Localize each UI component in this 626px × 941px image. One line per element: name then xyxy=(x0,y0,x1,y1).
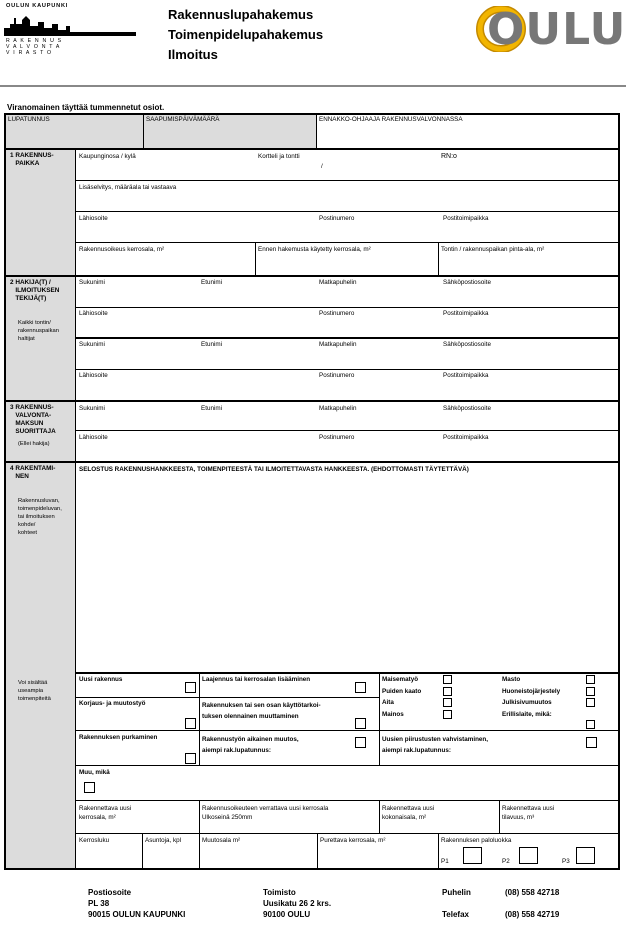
aita-checkbox[interactable] xyxy=(443,698,452,707)
brand-name: OULU xyxy=(487,4,626,55)
footer-telefax-label: Telefax xyxy=(442,910,469,919)
s2-sahkoposti-label-2: Sähköpostiosoite xyxy=(443,341,491,348)
huoneistojarjestely-checkbox[interactable] xyxy=(586,687,595,696)
footer-postiosoite xyxy=(88,887,185,920)
s3-postitoimipaikka-label: Postitoimipaikka xyxy=(443,434,489,441)
s3-sukunimi-label: Sukunimi xyxy=(79,405,105,412)
logo-bottom-line-1: R A K E N N U S xyxy=(6,38,63,44)
p1-label: P1 xyxy=(441,858,449,865)
tilavuus-label: Rakennettava uusi tilavuus, m³ xyxy=(502,805,555,821)
julkisivumuutos-checkbox[interactable] xyxy=(586,698,595,707)
skyline-icon xyxy=(4,10,136,36)
muu-field[interactable] xyxy=(100,767,616,799)
section-2-title: 2 HAKIJA(T) / ILMOITUKSEN TEKIJÄ(T) xyxy=(10,279,60,302)
kayttotarkoitus-checkbox[interactable] xyxy=(355,718,366,729)
form-title-line-1: Rakennuslupahakemus xyxy=(168,7,314,22)
section-2-note: Kaikki tontin/ rakennuspaikan haltijat xyxy=(18,320,59,342)
ennen-hakemusta-field[interactable] xyxy=(257,254,437,274)
lupatunnus-label: LUPATUNNUS xyxy=(8,116,50,123)
s2-matkapuhelin-label-1: Matkapuhelin xyxy=(319,279,357,286)
s1-postinumero-field[interactable] xyxy=(317,223,439,242)
s1-lahiosoite-field[interactable] xyxy=(77,223,315,242)
ennen-hakemusta-label: Ennen hakemusta käytetty kerrosala, m² xyxy=(258,246,371,253)
kayttotarkoitus-label: Rakennuksen tai sen osan käyttötarkoi- tuksen olennainen muuttaminen xyxy=(202,702,321,720)
section-4-note-2: Voi sisältää useampia toimenpiteitä xyxy=(18,680,51,702)
p2-checkbox[interactable] xyxy=(519,847,538,864)
verrattava-kerrosala-label: Rakennusoikeuteen verrattava uusi kerrosala Ulkoseinä 250mm xyxy=(202,805,329,821)
footer-postiosoite-line-2: 90015 OULUN KAUPUNKI xyxy=(88,910,186,919)
lisaselvitys-label: Lisäselvitys, määräala tai vastaava xyxy=(79,184,177,191)
kerrosluku-label: Kerrosluku xyxy=(79,837,110,844)
s3-lahiosoite-label: Lähiosoite xyxy=(79,434,108,441)
s2-hakija1-address-row[interactable] xyxy=(77,318,617,336)
asuntoja-label: Asuntoja, kpl xyxy=(145,837,182,844)
purkaminen-checkbox[interactable] xyxy=(185,753,196,764)
s2-hakija2-name-row[interactable] xyxy=(77,349,617,368)
huoneistojarjestely-label: Huoneistojärjestely xyxy=(502,688,561,695)
tontin-pintaala-field[interactable] xyxy=(440,254,617,274)
logo-top-text: OULUN KAUPUNKI xyxy=(6,3,69,9)
footer-puhelin-label: Puhelin xyxy=(442,888,471,897)
korjaus-label: Korjaus- ja muutostyö xyxy=(79,700,146,707)
s2-hakija2-address-row[interactable] xyxy=(77,380,617,399)
footer-puhelin: (08) 558 42718 xyxy=(505,888,560,897)
piirustusten-vahvistaminen-checkbox[interactable] xyxy=(586,737,597,748)
rakennustyon-muutos-checkbox[interactable] xyxy=(355,737,366,748)
s1-lahiosoite-label: Lähiosoite xyxy=(79,215,108,222)
mainos-label: Mainos xyxy=(382,711,404,718)
julkisivumuutos-label: Julkisivumuutos xyxy=(502,699,552,706)
uusi-rakennus-label: Uusi rakennus xyxy=(79,676,123,683)
aita-label: Aita xyxy=(382,699,394,706)
masto-label: Masto xyxy=(502,676,521,683)
selostus-label: SELOSTUS RAKENNUSHANKKEESTA, TOIMENPITEESTÄ TAI ILMOITETTAVASTA HANKKEESTA. (EHDOTTOMASTI TÄYTETTÄVÄ) xyxy=(79,466,469,473)
rakennusoikeus-label: Rakennusoikeus kerrosala, m² xyxy=(79,246,165,253)
s3-matkapuhelin-label: Matkapuhelin xyxy=(319,405,357,412)
uusi-kerrosala-label: Rakennettava uusi kerrosala, m² xyxy=(79,805,132,821)
s3-etunimi-label: Etunimi xyxy=(201,405,222,412)
ennakko-ohjaaja-field[interactable] xyxy=(318,125,617,147)
s2-lahiosoite-label-2: Lähiosoite xyxy=(79,372,108,379)
s3-address-row[interactable] xyxy=(77,442,617,460)
maisematyo-label: Maisematyö xyxy=(382,676,419,683)
uusi-rakennus-checkbox[interactable] xyxy=(185,682,196,693)
footer-toimisto-line-2: 90100 OULU xyxy=(263,910,311,919)
korjaus-checkbox[interactable] xyxy=(185,718,196,729)
logo-bottom-line-3: V I R A S T O xyxy=(6,50,53,56)
s2-etunimi-label-2: Etunimi xyxy=(201,341,222,348)
piirustusten-vahvistaminen-label: Uusien piirustusten vahvistaminen, aiempi rak.lupatunnus: xyxy=(382,736,489,754)
section-4-note: Rakennusluvan, toimenpideluvan, tai ilmoituksen kohde/ kohteet xyxy=(18,498,62,536)
lisaselvitys-field[interactable] xyxy=(77,192,617,211)
s2-postitoimipaikka-label-1: Postitoimipaikka xyxy=(443,310,489,317)
muutosala-label: Muutosala m² xyxy=(202,837,241,844)
ennakko-ohjaaja-label: ENNAKKO-OHJAAJA RAKENNUSVALVONNASSA xyxy=(319,116,463,123)
s2-lahiosoite-label-1: Lähiosoite xyxy=(79,310,108,317)
section-3-note: (Ellei hakija) xyxy=(18,441,50,447)
mainos-checkbox[interactable] xyxy=(443,710,452,719)
footer-toimisto xyxy=(263,887,331,920)
footer-toimisto-label: Toimisto xyxy=(263,888,296,897)
rakennustyon-muutos-label: Rakennustyön aikainen muutos, aiempi rak.lupatunnus: xyxy=(202,736,299,754)
rno-label: RN:o xyxy=(441,153,457,160)
puiden-kaato-checkbox[interactable] xyxy=(443,687,452,696)
p3-checkbox[interactable] xyxy=(576,847,595,864)
masto-checkbox[interactable] xyxy=(586,675,595,684)
p3-label: P3 xyxy=(562,858,570,865)
p2-label: P2 xyxy=(502,858,510,865)
form-title-line-3: Ilmoitus xyxy=(168,47,218,62)
muu-checkbox[interactable] xyxy=(84,782,95,793)
footer-postiosoite-label: Postiosoite xyxy=(88,888,132,897)
purkaminen-label: Rakennuksen purkaminen xyxy=(79,734,158,741)
s1-postitoimipaikka-label: Postitoimipaikka xyxy=(443,215,489,222)
s2-matkapuhelin-label-2: Matkapuhelin xyxy=(319,341,357,348)
s2-postinumero-label-2: Postinumero xyxy=(319,372,355,379)
footer-toimisto-line-1: Uusikatu 26 2 krs. xyxy=(263,899,332,908)
form-title xyxy=(168,5,323,65)
section-4-title: 4 RAKENTAMI- NEN xyxy=(10,465,56,480)
form-title-line-2: Toimenpidelupahakemus xyxy=(168,27,324,42)
tontin-pintaala-label: Tontin / rakennuspaikan pinta-ala, m² xyxy=(441,246,545,253)
s1-postitoimipaikka-field[interactable] xyxy=(441,223,617,242)
kaupunginosa-label: Kaupunginosa / kylä xyxy=(79,153,136,160)
section-1-title: 1 RAKENNUS- PAIKKA xyxy=(10,152,54,167)
kokonaisala-label: Rakennettava uusi kokonaisala, m² xyxy=(382,805,435,821)
s2-etunimi-label-1: Etunimi xyxy=(201,279,222,286)
kaupunginosa-field[interactable] xyxy=(77,160,255,180)
kortteli-field[interactable] xyxy=(257,160,437,180)
selostus-field[interactable] xyxy=(77,475,617,671)
s2-sahkoposti-label-1: Sähköpostiosoite xyxy=(443,279,491,286)
s1-postinumero-label: Postinumero xyxy=(319,215,355,222)
muu-label: Muu, mikä xyxy=(79,769,110,776)
purettava-label: Purettava kerrosala, m² xyxy=(320,837,386,844)
footer-telefax: (08) 558 42719 xyxy=(505,910,560,919)
kortteli-slash: / xyxy=(321,163,323,170)
s3-sahkoposti-label: Sähköpostiosoite xyxy=(443,405,491,412)
erillislaite-checkbox[interactable] xyxy=(586,720,595,729)
saapumispaivamaara-label: SAAPUMISPÄIVÄMÄÄRÄ xyxy=(146,116,220,123)
s2-hakija1-name-row[interactable] xyxy=(77,287,617,306)
p1-checkbox[interactable] xyxy=(463,847,482,864)
footer-postiosoite-line-1: PL 38 xyxy=(88,899,110,908)
erillislaite-label: Erillislaite, mikä: xyxy=(502,711,552,718)
laajennus-checkbox[interactable] xyxy=(355,682,366,693)
logo-bottom-line-2: V A L V O N T A xyxy=(6,44,61,50)
rno-field[interactable] xyxy=(440,160,617,180)
section-3-title: 3 RAKENNUS- VALVONTA- MAKSUN SUORITTAJA xyxy=(10,404,56,435)
laajennus-label: Laajennus tai kerrosalan lisääminen xyxy=(202,676,311,683)
rakennusoikeus-field[interactable] xyxy=(77,254,253,274)
kortteli-label: Kortteli ja tontti xyxy=(258,153,300,160)
s2-postinumero-label-1: Postinumero xyxy=(319,310,355,317)
s2-postitoimipaikka-label-2: Postitoimipaikka xyxy=(443,372,489,379)
s3-name-row[interactable] xyxy=(77,413,617,429)
s2-sukunimi-label-1: Sukunimi xyxy=(79,279,105,286)
s2-sukunimi-label-2: Sukunimi xyxy=(79,341,105,348)
paloluokka-label: Rakennuksen paloluokka xyxy=(441,837,512,844)
puiden-kaato-label: Puiden kaato xyxy=(382,688,422,695)
instruction-text: Viranomainen täyttää tummennetut osiot. xyxy=(7,103,165,112)
s3-postinumero-label: Postinumero xyxy=(319,434,355,441)
maisematyo-checkbox[interactable] xyxy=(443,675,452,684)
